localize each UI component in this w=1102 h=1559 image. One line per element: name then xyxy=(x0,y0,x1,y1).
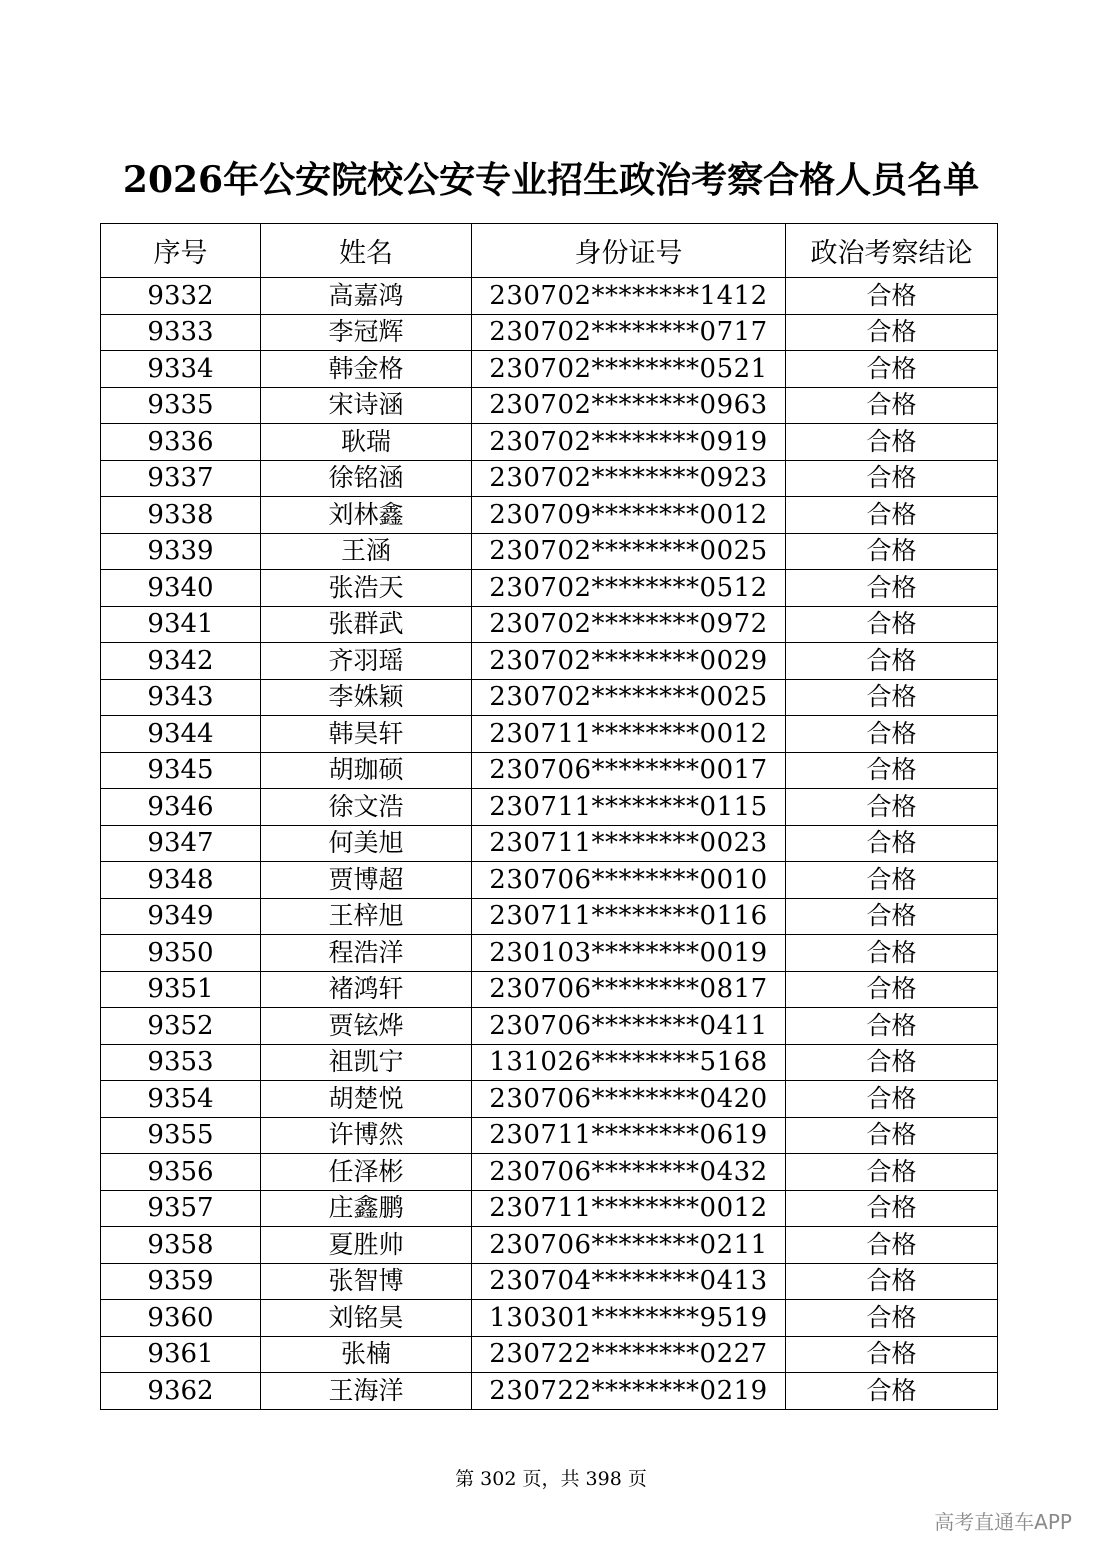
table-row xyxy=(101,1227,998,1264)
name-cell: 齐羽瑶 xyxy=(261,643,472,680)
index-cell: 9359 xyxy=(101,1263,261,1300)
table-row xyxy=(101,862,998,899)
name-cell: 祖凯宁 xyxy=(261,1044,472,1081)
column-header-name: 姓名 xyxy=(261,224,472,278)
index-cell: 9343 xyxy=(101,679,261,716)
index-cell: 9358 xyxy=(101,1227,261,1264)
name-cell: 张浩天 xyxy=(261,570,472,607)
table-row xyxy=(101,497,998,534)
table-row xyxy=(101,1336,998,1373)
id-number-cell: 230702********1412 xyxy=(472,278,786,315)
name-cell: 徐铭涵 xyxy=(261,460,472,497)
id-number-cell: 230711********0012 xyxy=(472,1190,786,1227)
name-cell: 程浩洋 xyxy=(261,935,472,972)
id-number-cell: 230711********0116 xyxy=(472,898,786,935)
name-cell: 夏胜帅 xyxy=(261,1227,472,1264)
result-cell: 合格 xyxy=(786,387,998,424)
id-number-cell: 230702********0029 xyxy=(472,643,786,680)
id-number-cell: 230702********0512 xyxy=(472,570,786,607)
index-cell: 9336 xyxy=(101,424,261,461)
table-row xyxy=(101,1263,998,1300)
name-cell: 高嘉鸿 xyxy=(261,278,472,315)
table-row xyxy=(101,278,998,315)
name-cell: 耿瑞 xyxy=(261,424,472,461)
id-number-cell: 230706********0010 xyxy=(472,862,786,899)
id-number-cell: 230702********0025 xyxy=(472,679,786,716)
table-row xyxy=(101,606,998,643)
id-number-cell: 230704********0413 xyxy=(472,1263,786,1300)
table-row xyxy=(101,1154,998,1191)
column-header-result: 政治考察结论 xyxy=(786,224,998,278)
name-cell: 任泽彬 xyxy=(261,1154,472,1191)
page-footer: 第 302 页，共 398 页 xyxy=(455,1468,647,1490)
id-number-cell: 230702********0025 xyxy=(472,533,786,570)
result-cell: 合格 xyxy=(786,424,998,461)
table-row xyxy=(101,351,998,388)
index-cell: 9345 xyxy=(101,752,261,789)
table-row xyxy=(101,643,998,680)
result-cell: 合格 xyxy=(786,679,998,716)
table-row xyxy=(101,314,998,351)
result-cell: 合格 xyxy=(786,351,998,388)
table-row xyxy=(101,460,998,497)
result-cell: 合格 xyxy=(786,606,998,643)
id-number-cell: 230702********0963 xyxy=(472,387,786,424)
index-cell: 9362 xyxy=(101,1373,261,1410)
index-cell: 9361 xyxy=(101,1336,261,1373)
result-cell: 合格 xyxy=(786,497,998,534)
result-cell: 合格 xyxy=(786,1300,998,1337)
name-cell: 庄鑫鹏 xyxy=(261,1190,472,1227)
index-cell: 9355 xyxy=(101,1117,261,1154)
name-cell: 何美旭 xyxy=(261,825,472,862)
table-row xyxy=(101,971,998,1008)
name-cell: 胡珈硕 xyxy=(261,752,472,789)
name-cell: 贾铉烨 xyxy=(261,1008,472,1045)
name-cell: 刘林鑫 xyxy=(261,497,472,534)
result-cell: 合格 xyxy=(786,1117,998,1154)
index-cell: 9334 xyxy=(101,351,261,388)
result-cell: 合格 xyxy=(786,643,998,680)
index-cell: 9344 xyxy=(101,716,261,753)
id-number-cell: 230706********0432 xyxy=(472,1154,786,1191)
id-number-cell: 230702********0521 xyxy=(472,351,786,388)
id-number-cell: 230722********0219 xyxy=(472,1373,786,1410)
table-row xyxy=(101,1300,998,1337)
id-number-cell: 230711********0619 xyxy=(472,1117,786,1154)
id-number-cell: 230711********0012 xyxy=(472,716,786,753)
id-number-cell: 131026********5168 xyxy=(472,1044,786,1081)
index-cell: 9337 xyxy=(101,460,261,497)
column-header-index: 序号 xyxy=(101,224,261,278)
result-cell: 合格 xyxy=(786,1044,998,1081)
result-cell: 合格 xyxy=(786,1227,998,1264)
index-cell: 9341 xyxy=(101,606,261,643)
index-cell: 9352 xyxy=(101,1008,261,1045)
result-cell: 合格 xyxy=(786,278,998,315)
result-cell: 合格 xyxy=(786,862,998,899)
id-number-cell: 130301********9519 xyxy=(472,1300,786,1337)
table-row xyxy=(101,898,998,935)
table-row xyxy=(101,716,998,753)
table-row xyxy=(101,679,998,716)
table-row xyxy=(101,1008,998,1045)
name-cell: 褚鸿轩 xyxy=(261,971,472,1008)
id-number-cell: 230706********0211 xyxy=(472,1227,786,1264)
index-cell: 9346 xyxy=(101,789,261,826)
index-cell: 9356 xyxy=(101,1154,261,1191)
result-cell: 合格 xyxy=(786,570,998,607)
id-number-cell: 230706********0817 xyxy=(472,971,786,1008)
name-cell: 王涵 xyxy=(261,533,472,570)
id-number-cell: 230722********0227 xyxy=(472,1336,786,1373)
result-cell: 合格 xyxy=(786,1336,998,1373)
name-cell: 许博然 xyxy=(261,1117,472,1154)
table-row xyxy=(101,825,998,862)
name-cell: 胡楚悦 xyxy=(261,1081,472,1118)
table-row xyxy=(101,533,998,570)
index-cell: 9332 xyxy=(101,278,261,315)
result-cell: 合格 xyxy=(786,1008,998,1045)
result-cell: 合格 xyxy=(786,898,998,935)
table-row xyxy=(101,935,998,972)
name-cell: 李冠辉 xyxy=(261,314,472,351)
result-cell: 合格 xyxy=(786,314,998,351)
name-cell: 宋诗涵 xyxy=(261,387,472,424)
table-row xyxy=(101,1044,998,1081)
id-number-cell: 230709********0012 xyxy=(472,497,786,534)
result-cell: 合格 xyxy=(786,1081,998,1118)
index-cell: 9342 xyxy=(101,643,261,680)
watermark-text: 高考直通车APP xyxy=(934,1510,1072,1534)
table-row xyxy=(101,570,998,607)
name-cell: 刘铭昊 xyxy=(261,1300,472,1337)
table-row xyxy=(101,1117,998,1154)
name-cell: 李姝颖 xyxy=(261,679,472,716)
result-cell: 合格 xyxy=(786,1373,998,1410)
index-cell: 9357 xyxy=(101,1190,261,1227)
index-cell: 9349 xyxy=(101,898,261,935)
index-cell: 9347 xyxy=(101,825,261,862)
roster-table xyxy=(100,223,998,1410)
name-cell: 王海洋 xyxy=(261,1373,472,1410)
name-cell: 张群武 xyxy=(261,606,472,643)
result-cell: 合格 xyxy=(786,533,998,570)
id-number-cell: 230702********0717 xyxy=(472,314,786,351)
result-cell: 合格 xyxy=(786,789,998,826)
index-cell: 9339 xyxy=(101,533,261,570)
index-cell: 9360 xyxy=(101,1300,261,1337)
name-cell: 韩金格 xyxy=(261,351,472,388)
table-row xyxy=(101,752,998,789)
index-cell: 9350 xyxy=(101,935,261,972)
index-cell: 9348 xyxy=(101,862,261,899)
id-number-cell: 230103********0019 xyxy=(472,935,786,972)
name-cell: 张楠 xyxy=(261,1336,472,1373)
index-cell: 9338 xyxy=(101,497,261,534)
index-cell: 9335 xyxy=(101,387,261,424)
index-cell: 9354 xyxy=(101,1081,261,1118)
index-cell: 9353 xyxy=(101,1044,261,1081)
result-cell: 合格 xyxy=(786,1154,998,1191)
index-cell: 9351 xyxy=(101,971,261,1008)
result-cell: 合格 xyxy=(786,825,998,862)
id-number-cell: 230706********0017 xyxy=(472,752,786,789)
table-row xyxy=(101,1081,998,1118)
table-row xyxy=(101,1190,998,1227)
result-cell: 合格 xyxy=(786,1190,998,1227)
index-cell: 9333 xyxy=(101,314,261,351)
id-number-cell: 230706********0411 xyxy=(472,1008,786,1045)
id-number-cell: 230706********0420 xyxy=(472,1081,786,1118)
id-number-cell: 230702********0972 xyxy=(472,606,786,643)
document-title: 2026年公安院校公安专业招生政治考察合格人员名单 xyxy=(122,159,980,201)
table-row xyxy=(101,789,998,826)
table-body xyxy=(101,278,998,1410)
name-cell: 徐文浩 xyxy=(261,789,472,826)
name-cell: 王梓旭 xyxy=(261,898,472,935)
id-number-cell: 230702********0923 xyxy=(472,460,786,497)
table-row xyxy=(101,387,998,424)
index-cell: 9340 xyxy=(101,570,261,607)
name-cell: 韩昊轩 xyxy=(261,716,472,753)
result-cell: 合格 xyxy=(786,716,998,753)
column-header-id-number: 身份证号 xyxy=(472,224,786,278)
id-number-cell: 230702********0919 xyxy=(472,424,786,461)
result-cell: 合格 xyxy=(786,971,998,1008)
table-header-row xyxy=(101,224,998,278)
table-row xyxy=(101,1373,998,1410)
name-cell: 贾博超 xyxy=(261,862,472,899)
id-number-cell: 230711********0115 xyxy=(472,789,786,826)
result-cell: 合格 xyxy=(786,752,998,789)
result-cell: 合格 xyxy=(786,935,998,972)
id-number-cell: 230711********0023 xyxy=(472,825,786,862)
result-cell: 合格 xyxy=(786,460,998,497)
result-cell: 合格 xyxy=(786,1263,998,1300)
name-cell: 张智博 xyxy=(261,1263,472,1300)
table-row xyxy=(101,424,998,461)
